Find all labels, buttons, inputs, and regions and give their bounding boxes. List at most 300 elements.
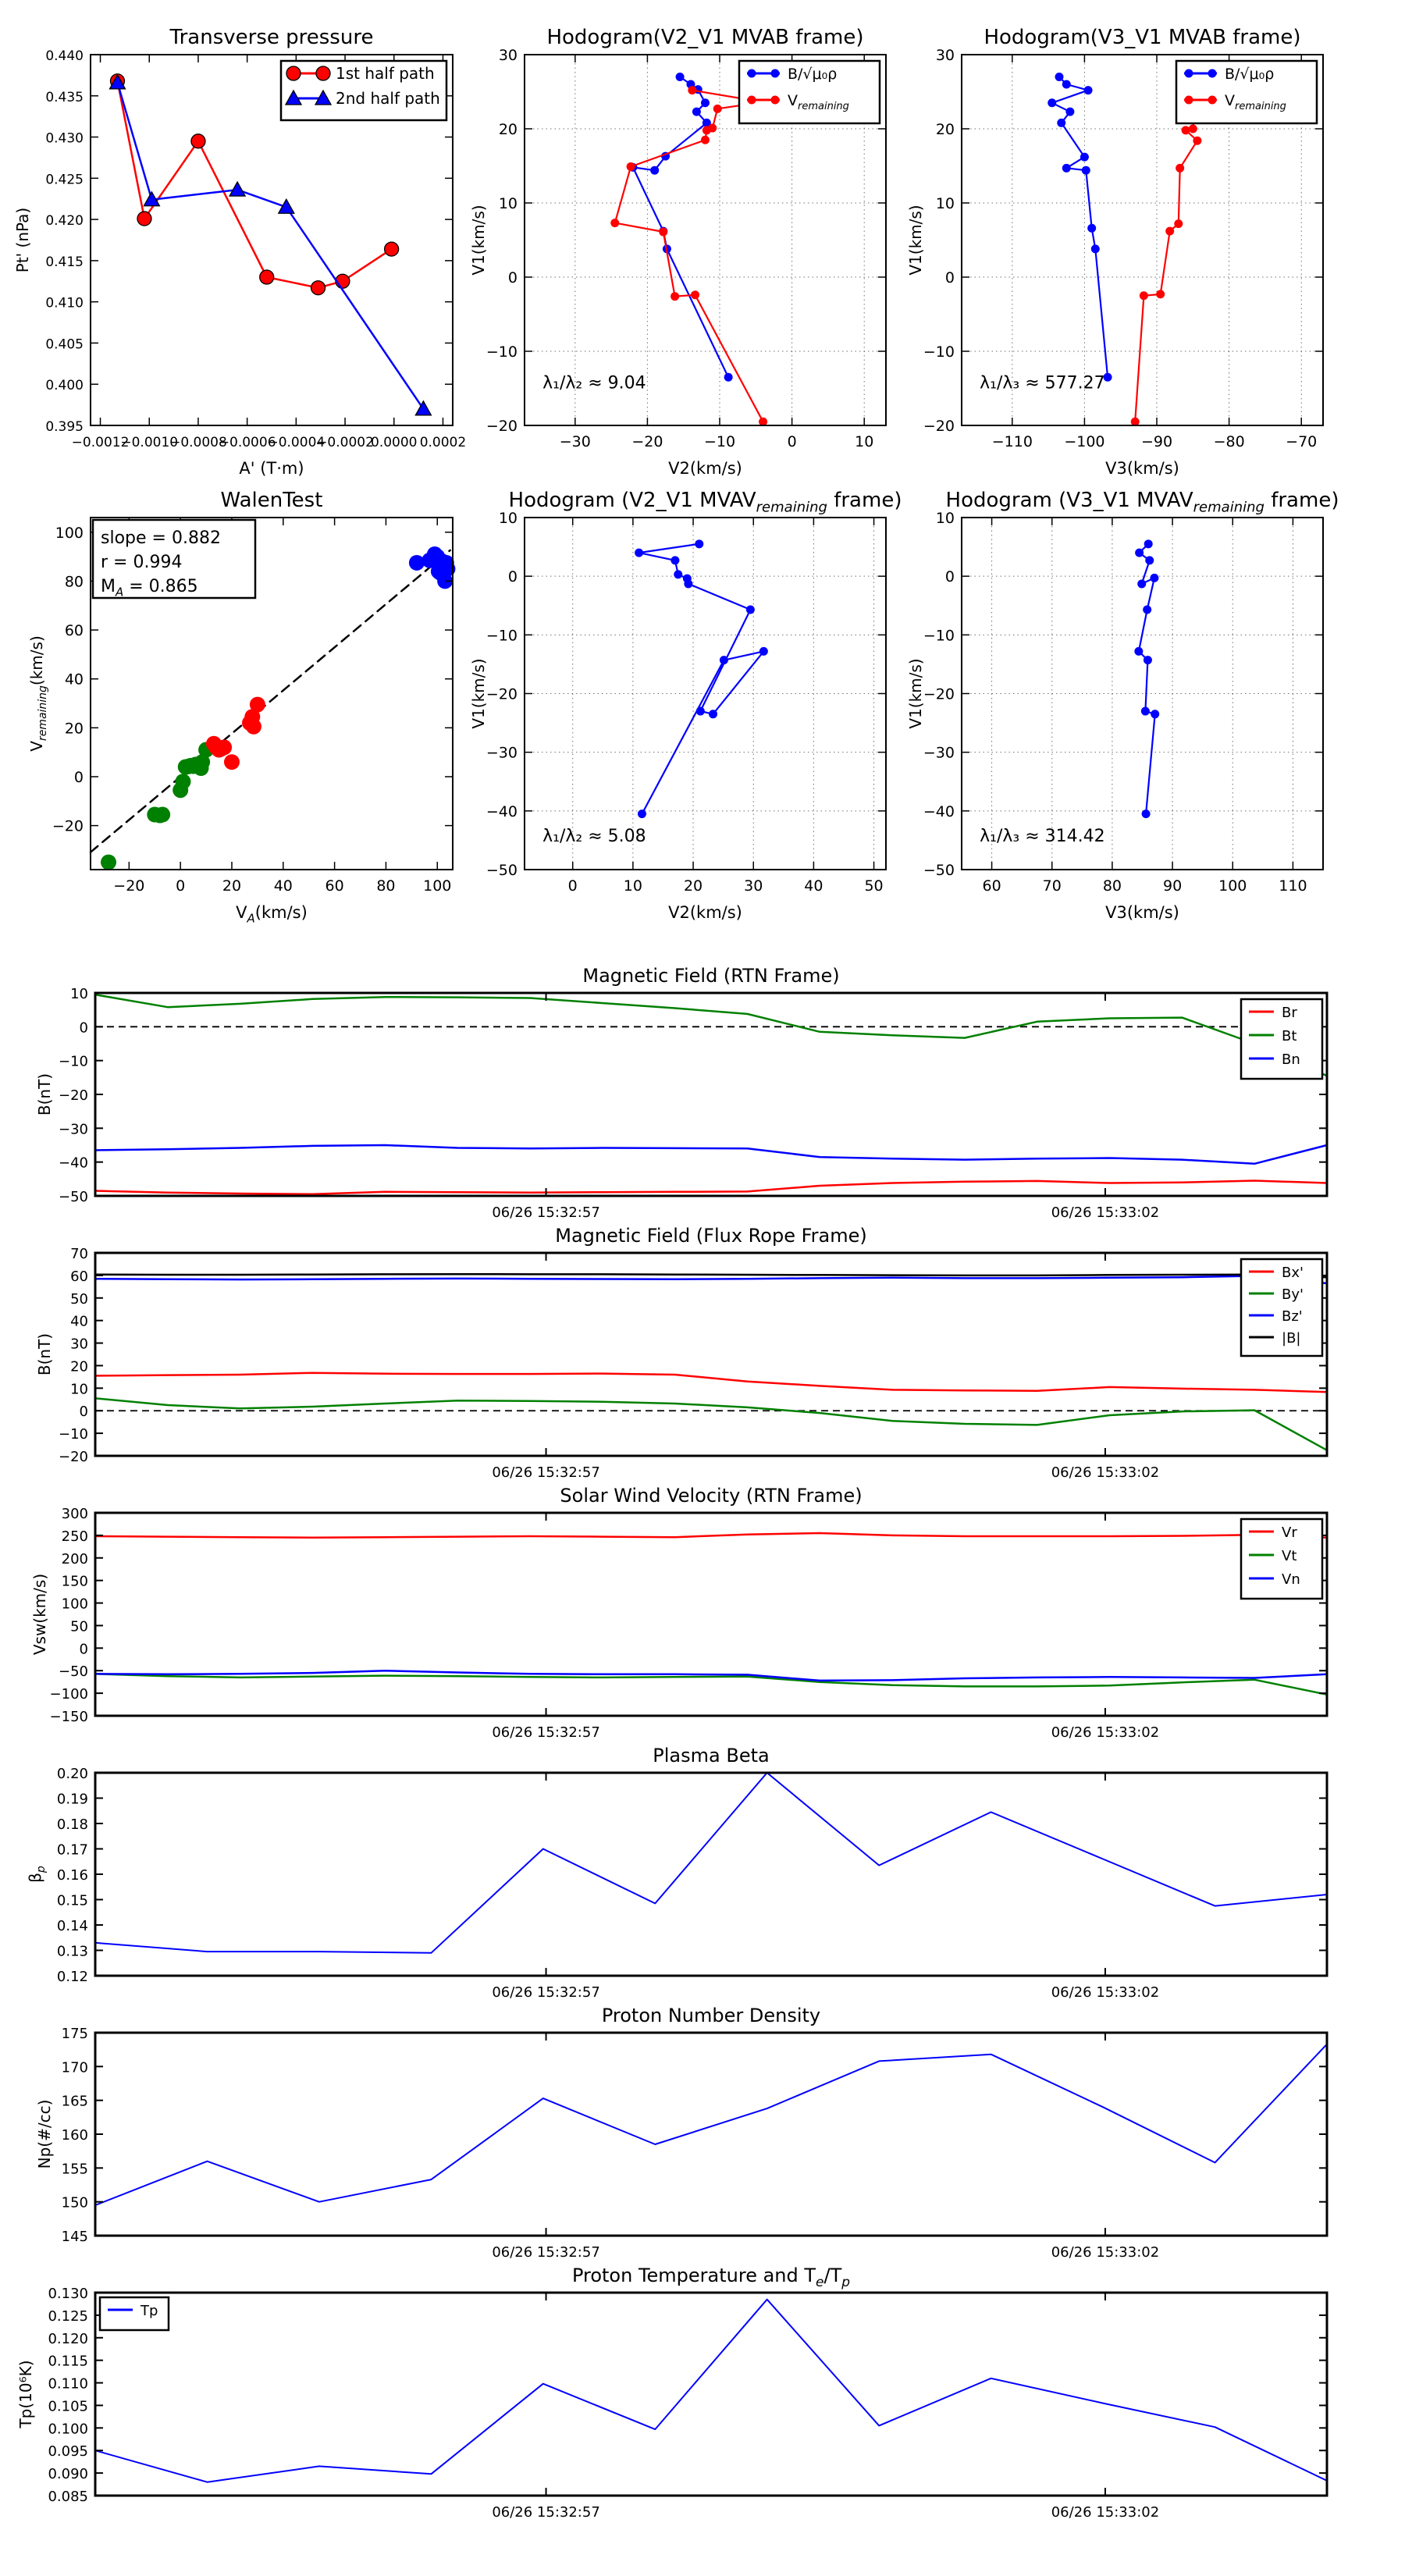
V-remaining-marker [1189, 125, 1197, 133]
svg-text:06/26 15:33:02: 06/26 15:33:02 [1051, 1204, 1160, 1221]
legend-marker [771, 96, 780, 105]
svg-text:Vn: Vn [1282, 1571, 1300, 1588]
svg-text:175: 175 [61, 2026, 88, 2042]
plasma-beta-ylabel: $\beta_p$ [26, 1866, 48, 1883]
svg-text:70: 70 [1042, 877, 1062, 895]
svg-text:0.100: 0.100 [48, 2421, 88, 2438]
V-remaining-marker [1182, 126, 1190, 134]
hodogram-v2v1-mvab-annotation: λ₁/λ₂ ≈ 9.04 [542, 373, 646, 393]
cluster-green-marker [155, 807, 170, 823]
svg-text:06/26 15:33:02: 06/26 15:33:02 [1051, 2504, 1160, 2521]
magnetic-field-flux-rope-title: Magnetic Field (Flux Rope Frame) [555, 1225, 867, 1247]
ticks [59, 1246, 1327, 1481]
B-over-sqrt-mu0rho-marker [676, 73, 685, 81]
ticks [48, 2286, 1327, 2521]
magnetic-field-rtn-title: Magnetic Field (RTN Frame) [582, 965, 840, 987]
hodogram-v2v1-mvav-title: Hodogram (V2_V1 $MVAV_{remaining}$ frame) [508, 489, 902, 516]
B-over-sqrt-mu0rho-marker [1048, 98, 1056, 107]
1st half path-marker [385, 242, 399, 256]
V-remaining-marker [627, 162, 635, 171]
transverse-pressure-ylabel: Pt' (nPa) [13, 207, 32, 273]
transverse-pressure-legend [281, 61, 446, 120]
svg-text:0: 0 [787, 433, 797, 450]
walen-test-plot [27, 489, 455, 925]
svg-text:06/26 15:32:57: 06/26 15:32:57 [492, 2504, 600, 2521]
svg-text:30: 30 [935, 47, 955, 64]
svg-text:155: 155 [61, 2161, 88, 2178]
svg-text:06/26 15:32:57: 06/26 15:32:57 [492, 1724, 600, 1741]
magnetic-field-flux-rope-plot [35, 1225, 1327, 1481]
svg-text:145: 145 [61, 2229, 88, 2245]
svg-text:−50: −50 [486, 862, 518, 879]
svg-text:60: 60 [982, 877, 1001, 895]
svg-text:−20: −20 [52, 817, 84, 835]
svg-text:0: 0 [79, 1404, 88, 1421]
transverse-pressure-title: Transverse pressure [169, 26, 374, 49]
svg-text:0.095: 0.095 [48, 2443, 88, 2460]
legend-marker [316, 66, 330, 80]
svg-text:−20: −20 [923, 685, 955, 703]
V-path-marker [720, 656, 728, 664]
svg-text:−80: −80 [1213, 433, 1245, 450]
proton-temperature-title: Proton Temperature and $T_e/T_p$ [571, 2265, 851, 2290]
legend-marker [771, 69, 780, 78]
proton-temperature-plot [16, 2265, 1327, 2521]
svg-text:0.420: 0.420 [45, 213, 84, 229]
legend-marker [286, 66, 301, 80]
ticks [57, 1766, 1327, 2001]
hodogram-v2v1-mvav-ylabel: V1(km/s) [469, 658, 488, 729]
hodogram-v2v1-mvab-legend [739, 61, 880, 123]
walen-test-series-cluster-green [101, 742, 214, 870]
grid [962, 518, 1323, 870]
svg-text:20: 20 [64, 720, 84, 738]
proton-temperature-ylabel: Tp(10⁶K) [16, 2360, 35, 2428]
svg-text:−20: −20 [59, 1449, 88, 1465]
svg-text:80: 80 [1102, 877, 1122, 895]
svg-text:60: 60 [70, 1268, 88, 1285]
svg-text:MA = 0.865: $M_A = 0.865$ [101, 577, 198, 600]
svg-text:Bt: Bt [1282, 1028, 1297, 1044]
svg-text:250: 250 [61, 1528, 88, 1545]
svg-text:0.0000: 0.0000 [371, 435, 418, 450]
magnetic-field-rtn-legend [1241, 999, 1322, 1079]
svg-text:Bx': Bx' [1282, 1265, 1304, 1281]
2nd half path-marker [279, 199, 294, 213]
svg-text:Bz': Bz' [1282, 1308, 1303, 1325]
axes-frame [95, 2293, 1327, 2496]
V-remaining-marker [701, 136, 710, 144]
V-path-marker [695, 539, 703, 548]
svg-text:06/26 15:33:02: 06/26 15:33:02 [1051, 2244, 1160, 2261]
svg-text:06/26 15:32:57: 06/26 15:32:57 [492, 1204, 600, 1221]
proton-number-density-ylabel: Np(#/cc) [35, 2099, 54, 2169]
svg-text:40: 40 [273, 877, 293, 895]
svg-text:0: 0 [79, 1641, 88, 1658]
svg-text:200: 200 [61, 1550, 88, 1567]
hodogram-v3v1-mvab-title: Hodogram(V3_V1 MVAB frame) [984, 26, 1301, 49]
svg-text:Vremaining: $V_{remaining}$ [1225, 92, 1286, 112]
svg-text:−0.0002: −0.0002 [316, 435, 374, 450]
magnetic-field-flux-rope-ylabel: B(nT) [35, 1332, 54, 1376]
V-path-marker [1151, 710, 1159, 718]
svg-text:0.17: 0.17 [56, 1841, 88, 1859]
axes-frame [95, 2033, 1327, 2236]
V-path-marker [670, 556, 679, 564]
svg-text:20: 20 [70, 1358, 88, 1375]
svg-text:−100: −100 [1064, 433, 1105, 450]
svg-text:0.14: 0.14 [56, 1918, 88, 1934]
proton-number-density-plot [35, 2005, 1327, 2261]
svg-text:B/√μ₀ρ: B/√μ₀ρ [788, 66, 838, 83]
V-path-marker [1144, 539, 1153, 548]
walen-test-title: WalenTest [220, 489, 323, 512]
B-over-sqrt-mu0rho-marker [1055, 73, 1064, 81]
legend-marker [1185, 96, 1193, 105]
svg-text:70: 70 [70, 1246, 88, 1262]
svg-text:80: 80 [376, 877, 396, 895]
axes-frame [95, 1513, 1327, 1716]
B-over-sqrt-mu0rho-marker [1062, 80, 1071, 89]
solar-wind-velocity-rtn-legend [1241, 1519, 1322, 1599]
svg-text:20: 20 [222, 877, 242, 895]
V-path-marker [1137, 579, 1146, 588]
V-remaining-marker [1156, 290, 1165, 298]
svg-text:06/26 15:32:57: 06/26 15:32:57 [492, 2244, 600, 2261]
svg-text:60: 60 [64, 622, 84, 640]
svg-text:0.0002: 0.0002 [419, 435, 467, 450]
svg-text:0.120: 0.120 [48, 2330, 88, 2347]
cluster-green-marker [175, 774, 190, 789]
svg-text:20: 20 [683, 877, 703, 895]
svg-text:06/26 15:33:02: 06/26 15:33:02 [1051, 1464, 1160, 1481]
svg-text:50: 50 [70, 1618, 88, 1635]
plasma-beta-series-beta-p [95, 1773, 1327, 1953]
svg-text:0.13: 0.13 [56, 1943, 88, 1960]
svg-text:2nd half path: 2nd half path [336, 89, 440, 108]
V-remaining-marker [659, 228, 667, 237]
svg-text:0.405: 0.405 [45, 336, 84, 353]
svg-text:0.16: 0.16 [56, 1867, 88, 1884]
walen-test-series-cluster-red [206, 697, 265, 770]
svg-text:0.125: 0.125 [48, 2307, 88, 2325]
svg-text:10: 10 [70, 1381, 88, 1398]
magnetic-field-flux-rope-legend [1241, 1259, 1322, 1356]
svg-text:−20: −20 [486, 418, 518, 435]
svg-text:06/26 15:33:02: 06/26 15:33:02 [1051, 1724, 1160, 1741]
svg-text:Vt: Vt [1282, 1548, 1297, 1564]
svg-text:0.400: 0.400 [45, 378, 84, 394]
svg-text:Tp: Tp [140, 2303, 158, 2319]
svg-text:40: 40 [64, 671, 84, 688]
V-path-marker [1142, 809, 1151, 818]
svg-text:0: 0 [507, 568, 518, 586]
cluster-red-marker [224, 754, 240, 770]
svg-text:−0.0004: −0.0004 [267, 435, 325, 450]
svg-text:−10: −10 [59, 1053, 88, 1070]
V-remaining-marker [713, 105, 722, 113]
svg-text:0.105: 0.105 [48, 2398, 88, 2415]
hodogram-v3v1-mvav-series-V-path [1134, 539, 1159, 818]
magnetic-field-rtn-series-Bn [95, 1145, 1327, 1164]
solar-wind-velocity-rtn-plot [30, 1485, 1327, 1741]
svg-text:−30: −30 [59, 1121, 88, 1138]
hodogram-v2v1-mvav-xlabel: V2(km/s) [668, 903, 742, 922]
svg-text:10: 10 [855, 433, 874, 450]
hodogram-v3v1-mvav-ylabel: V1(km/s) [906, 658, 925, 729]
V-remaining-marker [1176, 164, 1184, 173]
B-over-sqrt-mu0rho-marker [1084, 86, 1093, 94]
solar-wind-velocity-rtn-ylabel: Vsw(km/s) [30, 1573, 49, 1656]
plasma-beta-plot [26, 1745, 1327, 2001]
solar-wind-velocity-rtn-series-Vn [95, 1670, 1327, 1681]
legend-marker [748, 96, 756, 105]
V-path-marker [746, 606, 755, 614]
V-path-marker [638, 809, 646, 818]
hodogram-v2v1-mvab-xlabel: V2(km/s) [668, 459, 742, 478]
hodogram-v3v1-mvav-title: Hodogram (V3_V1 $MVAV_{remaining}$ frame) [945, 489, 1339, 516]
svg-text:Vr: Vr [1282, 1525, 1297, 1541]
svg-text:40: 40 [70, 1313, 88, 1330]
svg-text:0: 0 [73, 768, 84, 786]
svg-text:−0.0008: −0.0008 [169, 435, 227, 450]
magnetic-field-rtn-plot [35, 965, 1327, 1221]
svg-text:−90: −90 [1140, 433, 1173, 450]
hodogram-v2v1-mvav-plot [469, 489, 902, 922]
svg-text:slope = 0.882: slope = 0.882 [101, 528, 221, 548]
svg-text:0.430: 0.430 [45, 130, 84, 147]
solar-wind-velocity-rtn-title: Solar Wind Velocity (RTN Frame) [560, 1485, 863, 1507]
hodogram-v3v1-mvab-annotation: λ₁/λ₃ ≈ 577.27 [980, 373, 1105, 393]
svg-text:−100: −100 [49, 1686, 88, 1703]
svg-text:−30: −30 [923, 744, 955, 762]
svg-text:−50: −50 [59, 1663, 88, 1681]
svg-text:−10: −10 [923, 627, 955, 645]
svg-text:−20: −20 [59, 1087, 88, 1104]
axes-frame [95, 993, 1327, 1196]
hodogram-v3v1-mvav-plot [906, 489, 1339, 922]
hodogram-v2v1-mvab-ylabel: V1(km/s) [469, 205, 488, 276]
V-remaining-marker [610, 219, 619, 227]
svg-text:−0.0006: −0.0006 [218, 435, 276, 450]
svg-text:20: 20 [498, 121, 518, 138]
transverse-pressure-plot [13, 26, 466, 478]
svg-text:−40: −40 [59, 1155, 88, 1172]
transverse-pressure-series-2nd half path [109, 75, 431, 415]
axes-frame [95, 1773, 1327, 1976]
svg-text:50: 50 [70, 1290, 88, 1308]
cluster-red-marker [246, 719, 261, 735]
svg-text:0: 0 [176, 877, 186, 895]
V-remaining-marker [691, 290, 699, 299]
magnetic-field-rtn-series-Br [95, 1181, 1327, 1194]
svg-text:30: 30 [744, 877, 763, 895]
walen-test-xlabel: $V_A(km/s)$ [236, 903, 308, 926]
svg-text:−20: −20 [486, 685, 518, 703]
V-remaining-marker [1140, 291, 1148, 300]
1st half path-marker [191, 134, 205, 148]
svg-text:−10: −10 [703, 433, 736, 450]
B-over-sqrt-mu0rho-marker [1080, 153, 1089, 162]
hodogram-v2v1-mvab-plot [469, 26, 886, 478]
transverse-pressure-xlabel: A' (T·m) [239, 459, 304, 478]
magnetic-field-flux-rope-series-By-prime [95, 1398, 1327, 1450]
solar-wind-velocity-rtn-series-Vr [95, 1533, 1327, 1538]
hodogram-v3v1-mvab-series-V-remaining [1131, 86, 1219, 426]
V-path-marker [1150, 574, 1158, 582]
V-remaining-marker [1165, 227, 1174, 236]
svg-text:0.15: 0.15 [56, 1892, 88, 1909]
1st half path-marker [260, 270, 274, 284]
proton-number-density-series-Np [95, 2044, 1327, 2205]
svg-text:0.425: 0.425 [45, 172, 84, 188]
V-path-marker [696, 707, 705, 716]
svg-text:0.440: 0.440 [45, 48, 84, 64]
V-remaining-marker [702, 126, 711, 134]
svg-text:−0.0010: −0.0010 [120, 435, 179, 450]
svg-text:−40: −40 [486, 802, 518, 820]
svg-text:Bn: Bn [1282, 1051, 1300, 1068]
svg-text:150: 150 [61, 2194, 88, 2211]
svg-text:50: 50 [864, 877, 884, 895]
svg-text:−150: −150 [49, 1709, 88, 1725]
cluster-red-marker [216, 739, 232, 755]
hodogram-v2v1-mvav-series-V-path [635, 539, 768, 818]
svg-text:150: 150 [61, 1573, 88, 1590]
B-over-sqrt-mu0rho-marker [1091, 244, 1100, 253]
svg-text:−20: −20 [113, 877, 145, 895]
V-path-marker [759, 647, 768, 656]
svg-text:170: 170 [61, 2059, 88, 2076]
B-over-sqrt-mu0rho-marker [692, 108, 701, 116]
svg-text:−70: −70 [1286, 433, 1318, 450]
magnetic-field-rtn-ylabel: B(nT) [35, 1073, 54, 1116]
V-path-marker [1134, 647, 1143, 656]
V-path-marker [674, 570, 682, 578]
V-path-marker [1143, 606, 1151, 614]
hodogram-v3v1-mvab-series-B-over-sqrt-mu0rho [1048, 73, 1112, 382]
V-remaining-marker [688, 86, 696, 94]
2nd half path-marker [415, 401, 431, 415]
svg-text:0.115: 0.115 [48, 2353, 88, 2370]
V-remaining-marker [1193, 137, 1201, 145]
svg-text:−50: −50 [59, 1189, 88, 1205]
svg-text:−10: −10 [486, 627, 518, 645]
svg-text:165: 165 [61, 2093, 88, 2110]
ticks [62, 2026, 1327, 2261]
svg-text:0.18: 0.18 [56, 1816, 88, 1833]
svg-text:0: 0 [567, 877, 578, 895]
svg-text:06/26 15:32:57: 06/26 15:32:57 [492, 1984, 600, 2001]
hodogram-v3v1-mvab-ylabel: V1(km/s) [906, 205, 925, 276]
hodogram-v3v1-mvab-xlabel: V3(km/s) [1105, 459, 1179, 478]
svg-text:0.415: 0.415 [45, 254, 84, 270]
svg-text:0.090: 0.090 [48, 2466, 88, 2483]
svg-text:0: 0 [79, 1019, 88, 1037]
B-over-sqrt-mu0rho-marker [1087, 224, 1096, 233]
walen-test-ylabel: $V_{remaining}(km/s)$ [27, 635, 49, 752]
hodogram-v3v1-mvav-annotation: λ₁/λ₃ ≈ 314.42 [980, 826, 1105, 846]
ticks [50, 1506, 1327, 1741]
hodogram-v3v1-mvav-xlabel: V3(km/s) [1105, 903, 1179, 922]
svg-text:−110: −110 [991, 433, 1033, 450]
V-path-marker [684, 579, 692, 588]
svg-text:0.19: 0.19 [56, 1791, 88, 1808]
svg-text:−10: −10 [59, 1426, 88, 1443]
B-over-sqrt-mu0rho-marker [1062, 164, 1071, 173]
V-path-marker [1141, 707, 1150, 716]
cluster-green-marker [101, 855, 116, 870]
walen-test-series-cluster-blue [409, 546, 455, 589]
svg-text:−0.0012: −0.0012 [71, 435, 130, 450]
magnetic-field-flux-rope-series-Bz-prime [95, 1276, 1327, 1284]
svg-text:06/26 15:32:57: 06/26 15:32:57 [492, 1464, 600, 1481]
svg-text:0.395: 0.395 [45, 419, 84, 435]
svg-text:Vremaining: $V_{remaining}$ [788, 92, 849, 112]
svg-text:10: 10 [935, 195, 955, 212]
proton-number-density-title: Proton Number Density [601, 2005, 821, 2026]
B-over-sqrt-mu0rho-marker [1082, 166, 1090, 175]
svg-text:−30: −30 [559, 433, 591, 450]
V-path-marker [635, 549, 643, 557]
svg-text:−20: −20 [631, 433, 663, 450]
V-remaining-marker [1174, 219, 1183, 228]
svg-text:0.435: 0.435 [45, 89, 84, 105]
svg-text:10: 10 [623, 877, 642, 895]
ticks [59, 986, 1327, 1221]
hodogram-v3v1-mvab-plot [906, 26, 1323, 478]
axes-frame [95, 1253, 1327, 1456]
1st half path-marker [311, 281, 325, 295]
svg-text:−10: −10 [923, 343, 955, 361]
svg-text:−10: −10 [486, 343, 518, 361]
svg-text:30: 30 [70, 1336, 88, 1353]
magnetic-field-flux-rope-series-Bx-prime [95, 1373, 1327, 1393]
svg-text:−30: −30 [486, 744, 518, 762]
svg-text:30: 30 [498, 47, 518, 64]
svg-text:40: 40 [804, 877, 823, 895]
B-over-sqrt-mu0rho-marker [1065, 108, 1074, 116]
svg-text:−50: −50 [923, 862, 955, 879]
svg-text:160: 160 [61, 2127, 88, 2144]
svg-text:0.410: 0.410 [45, 295, 84, 311]
B-over-sqrt-mu0rho-marker [724, 373, 733, 382]
svg-text:0.12: 0.12 [56, 1969, 88, 1985]
legend-marker [748, 69, 756, 78]
svg-text:10: 10 [70, 986, 88, 1002]
2nd half path-marker [229, 182, 245, 196]
svg-text:Br: Br [1282, 1005, 1297, 1021]
svg-text:10: 10 [498, 195, 518, 212]
V-path-marker [1145, 556, 1154, 564]
B-over-sqrt-mu0rho-marker [1057, 119, 1065, 127]
svg-text:60: 60 [325, 877, 344, 895]
svg-text:100: 100 [1218, 877, 1247, 895]
svg-text:0.20: 0.20 [56, 1766, 88, 1782]
svg-text:0.085: 0.085 [48, 2489, 88, 2505]
svg-text:0.110: 0.110 [48, 2375, 88, 2393]
svg-text:300: 300 [61, 1506, 88, 1522]
svg-text:80: 80 [64, 573, 84, 591]
svg-text:06/26 15:33:02: 06/26 15:33:02 [1051, 1984, 1160, 2001]
V-path-marker [1144, 656, 1152, 664]
svg-text:90: 90 [1162, 877, 1183, 895]
svg-text:100: 100 [61, 1596, 88, 1613]
legend-marker [1208, 96, 1217, 105]
svg-text:B/√μ₀ρ: B/√μ₀ρ [1225, 66, 1275, 83]
svg-text:20: 20 [935, 121, 955, 138]
svg-text:110: 110 [1279, 877, 1307, 895]
